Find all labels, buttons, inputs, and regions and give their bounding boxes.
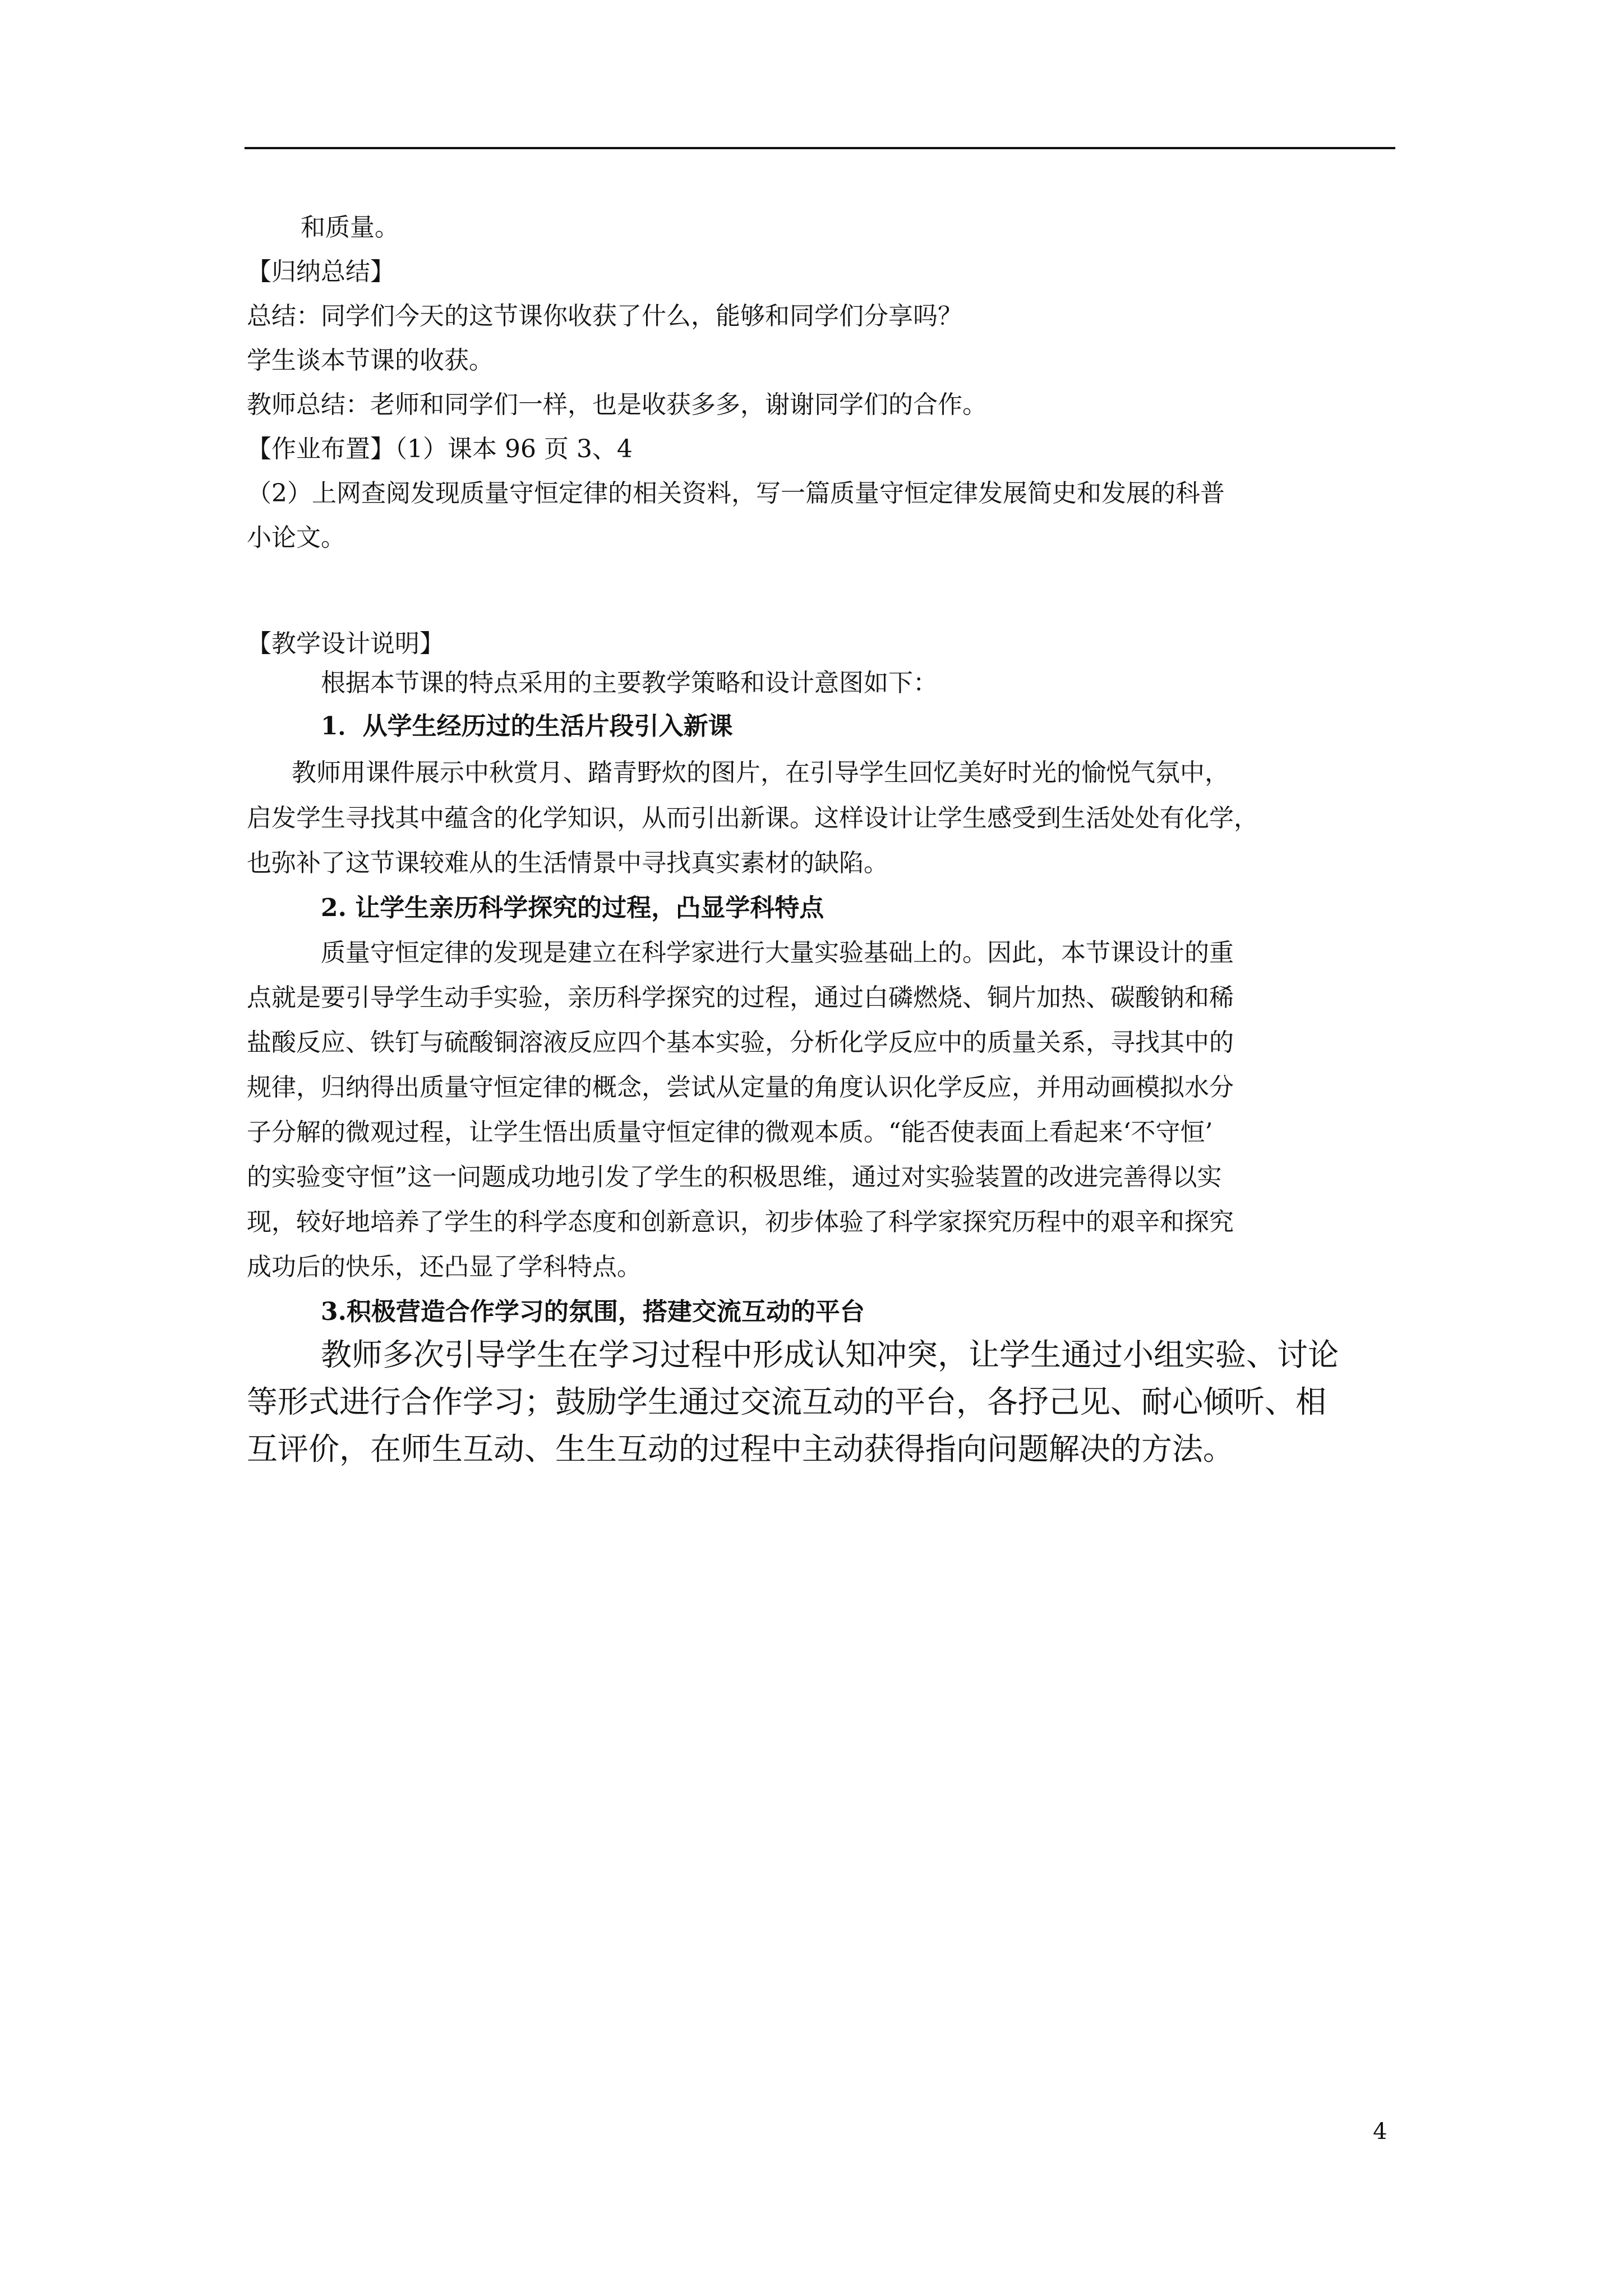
strategy-2-paragraph: 成功后的快乐，还凸显了学科特点。 (247, 1253, 642, 1281)
strategy-2-paragraph: 的实验变守恒”这一问题成功地引发了学生的积极思维，通过对实验装置的改进完善得以实 (247, 1163, 1222, 1191)
homework-item-2-cont: 小论文。 (247, 523, 345, 552)
strategy-2-paragraph: 点就是要引导学生动手实验，亲历科学探究的过程，通过白磷燃烧、铜片加热、碳酸钠和稀 (247, 983, 1234, 1012)
section-heading-design: 【教学设计说明】 (247, 629, 444, 658)
strategy-3-paragraph: 等形式进行合作学习；鼓励学生通过交流互动的平台，各抒己见、耐心倾听、相 (247, 1384, 1327, 1420)
strategy-1-title: 1．从学生经历过的生活片段引入新课 (321, 712, 733, 740)
homework-item-1: 【作业布置】（1）课本 96 页 3、4 (247, 435, 633, 463)
strategy-3-title: 3.积极营造合作学习的氛围，搭建交流互动的平台 (321, 1297, 865, 1326)
homework-item-2: （2）上网查阅发现质量守恒定律的相关资料，写一篇质量守恒定律发展简史和发展的科普 (247, 479, 1225, 508)
strategy-2-paragraph: 盐酸反应、铁钉与硫酸铜溶液反应四个基本实验，分析化学反应中的质量关系，寻找其中的 (247, 1028, 1234, 1057)
strategy-2-paragraph: 子分解的微观过程，让学生悟出质量守恒定律的微观本质。“能否使表面上看起来‘不守恒’ (247, 1118, 1213, 1147)
strategy-1-paragraph: 启发学生寻找其中蕴含的化学知识，从而引出新课。这样设计让学生感受到生活处处有化学， (247, 804, 1258, 832)
continuation-text: 和质量。 (301, 213, 399, 242)
strategy-2-paragraph: 规律，归纳得出质量守恒定律的概念，尝试从定量的角度认识化学反应，并用动画模拟水分 (247, 1073, 1234, 1102)
strategy-2-paragraph: 现，较好地培养了学生的科学态度和创新意识，初步体验了科学家探究历程中的艰辛和探究 (247, 1208, 1234, 1236)
strategy-2-title: 2. 让学生亲历科学探究的过程，凸显学科特点 (321, 894, 824, 922)
design-intro: 根据本节课的特点采用的主要教学策略和设计意图如下： (321, 669, 938, 697)
teacher-summary: 教师总结：老师和同学们一样，也是收获多多，谢谢同学们的合作。 (247, 390, 987, 419)
header-rule (245, 147, 1395, 149)
summary-question: 总结：同学们今天的这节课你收获了什么，能够和同学们分享吗？ (247, 302, 962, 330)
section-heading-summary: 【归纳总结】 (247, 257, 395, 286)
strategy-1-paragraph: 教师用课件展示中秋赏月、踏青野炊的图片，在引导学生回忆美好时光的愉悦气氛中， (292, 758, 1229, 787)
strategy-1-paragraph: 也弥补了这节课较难从的生活情景中寻找真实素材的缺陷。 (247, 849, 888, 877)
student-talk: 学生谈本节课的收获。 (247, 346, 494, 375)
strategy-2-paragraph: 质量守恒定律的发现是建立在科学家进行大量实验基础上的。因此，本节课设计的重 (321, 938, 1234, 967)
strategy-3-paragraph: 互评价，在师生互动、生生互动的过程中主动获得指向问题解决的方法。 (247, 1431, 1234, 1467)
page-number: 4 (1373, 2119, 1387, 2145)
strategy-3-paragraph: 教师多次引导学生在学习过程中形成认知冲突，让学生通过小组实验、讨论 (321, 1337, 1339, 1373)
